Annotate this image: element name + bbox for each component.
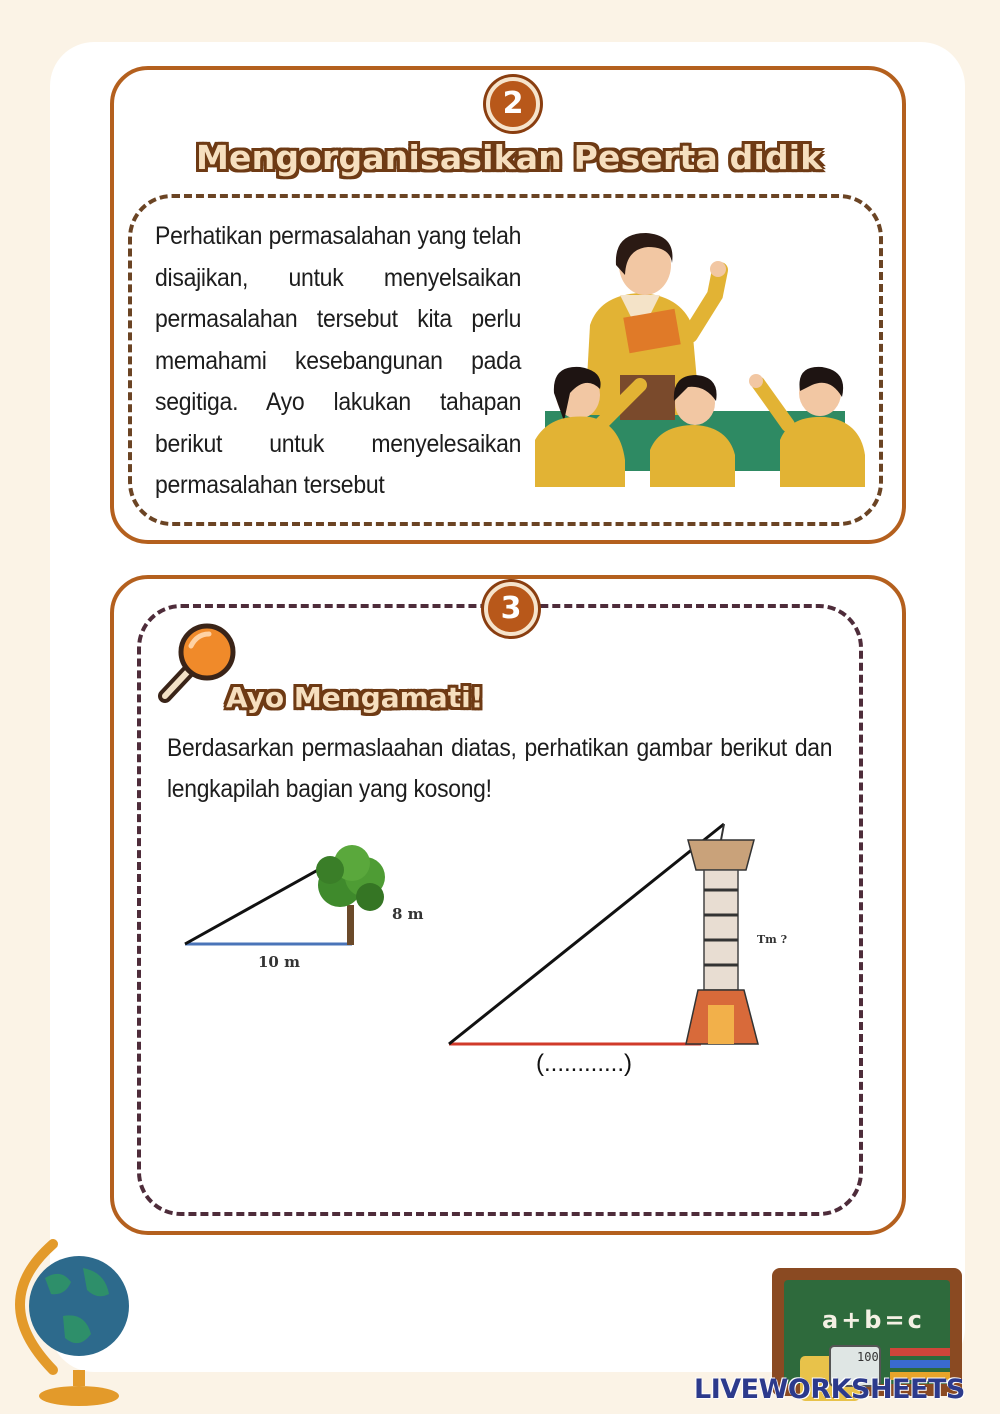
liveworksheets-watermark: LIVEWORKSHEETS <box>694 1374 965 1405</box>
section-3-number-badge: 3 <box>484 582 538 636</box>
calculator-display: 100 <box>857 1350 879 1364</box>
section-3-title: Ayo Mengamati! <box>226 681 484 714</box>
section-2-title: Mengorganisasikan Peserta didik <box>196 138 823 177</box>
teacher-students-illustration <box>530 225 870 495</box>
tower-shadow-answer-blank[interactable]: (............) <box>536 1050 632 1077</box>
tree-height-label: 8 m <box>392 905 424 923</box>
globe-icon <box>5 1238 135 1410</box>
tree-shadow-label: 10 m <box>258 953 300 971</box>
tower-shadow-diagram <box>446 820 766 1050</box>
section-2-instructions: Perhatikan permasalahan yang telah disajikan, untuk menyelsaikan permasalahan tersebut kita perlu memahami kesebangunan pada segitiga. Ayo lakukan tahapan berikut untuk menyelesaikan permasalahan tersebut <box>155 222 522 499</box>
tower-height-label: Tm ? <box>757 933 788 946</box>
chalkboard-equation: a+b=c <box>822 1306 925 1334</box>
section-2-number-badge: 2 <box>486 77 540 131</box>
section-3-instructions: Berdasarkan permaslaahan diatas, perhatikan gambar berikut dan lengkapilah bagian yang kosong! <box>167 734 833 803</box>
